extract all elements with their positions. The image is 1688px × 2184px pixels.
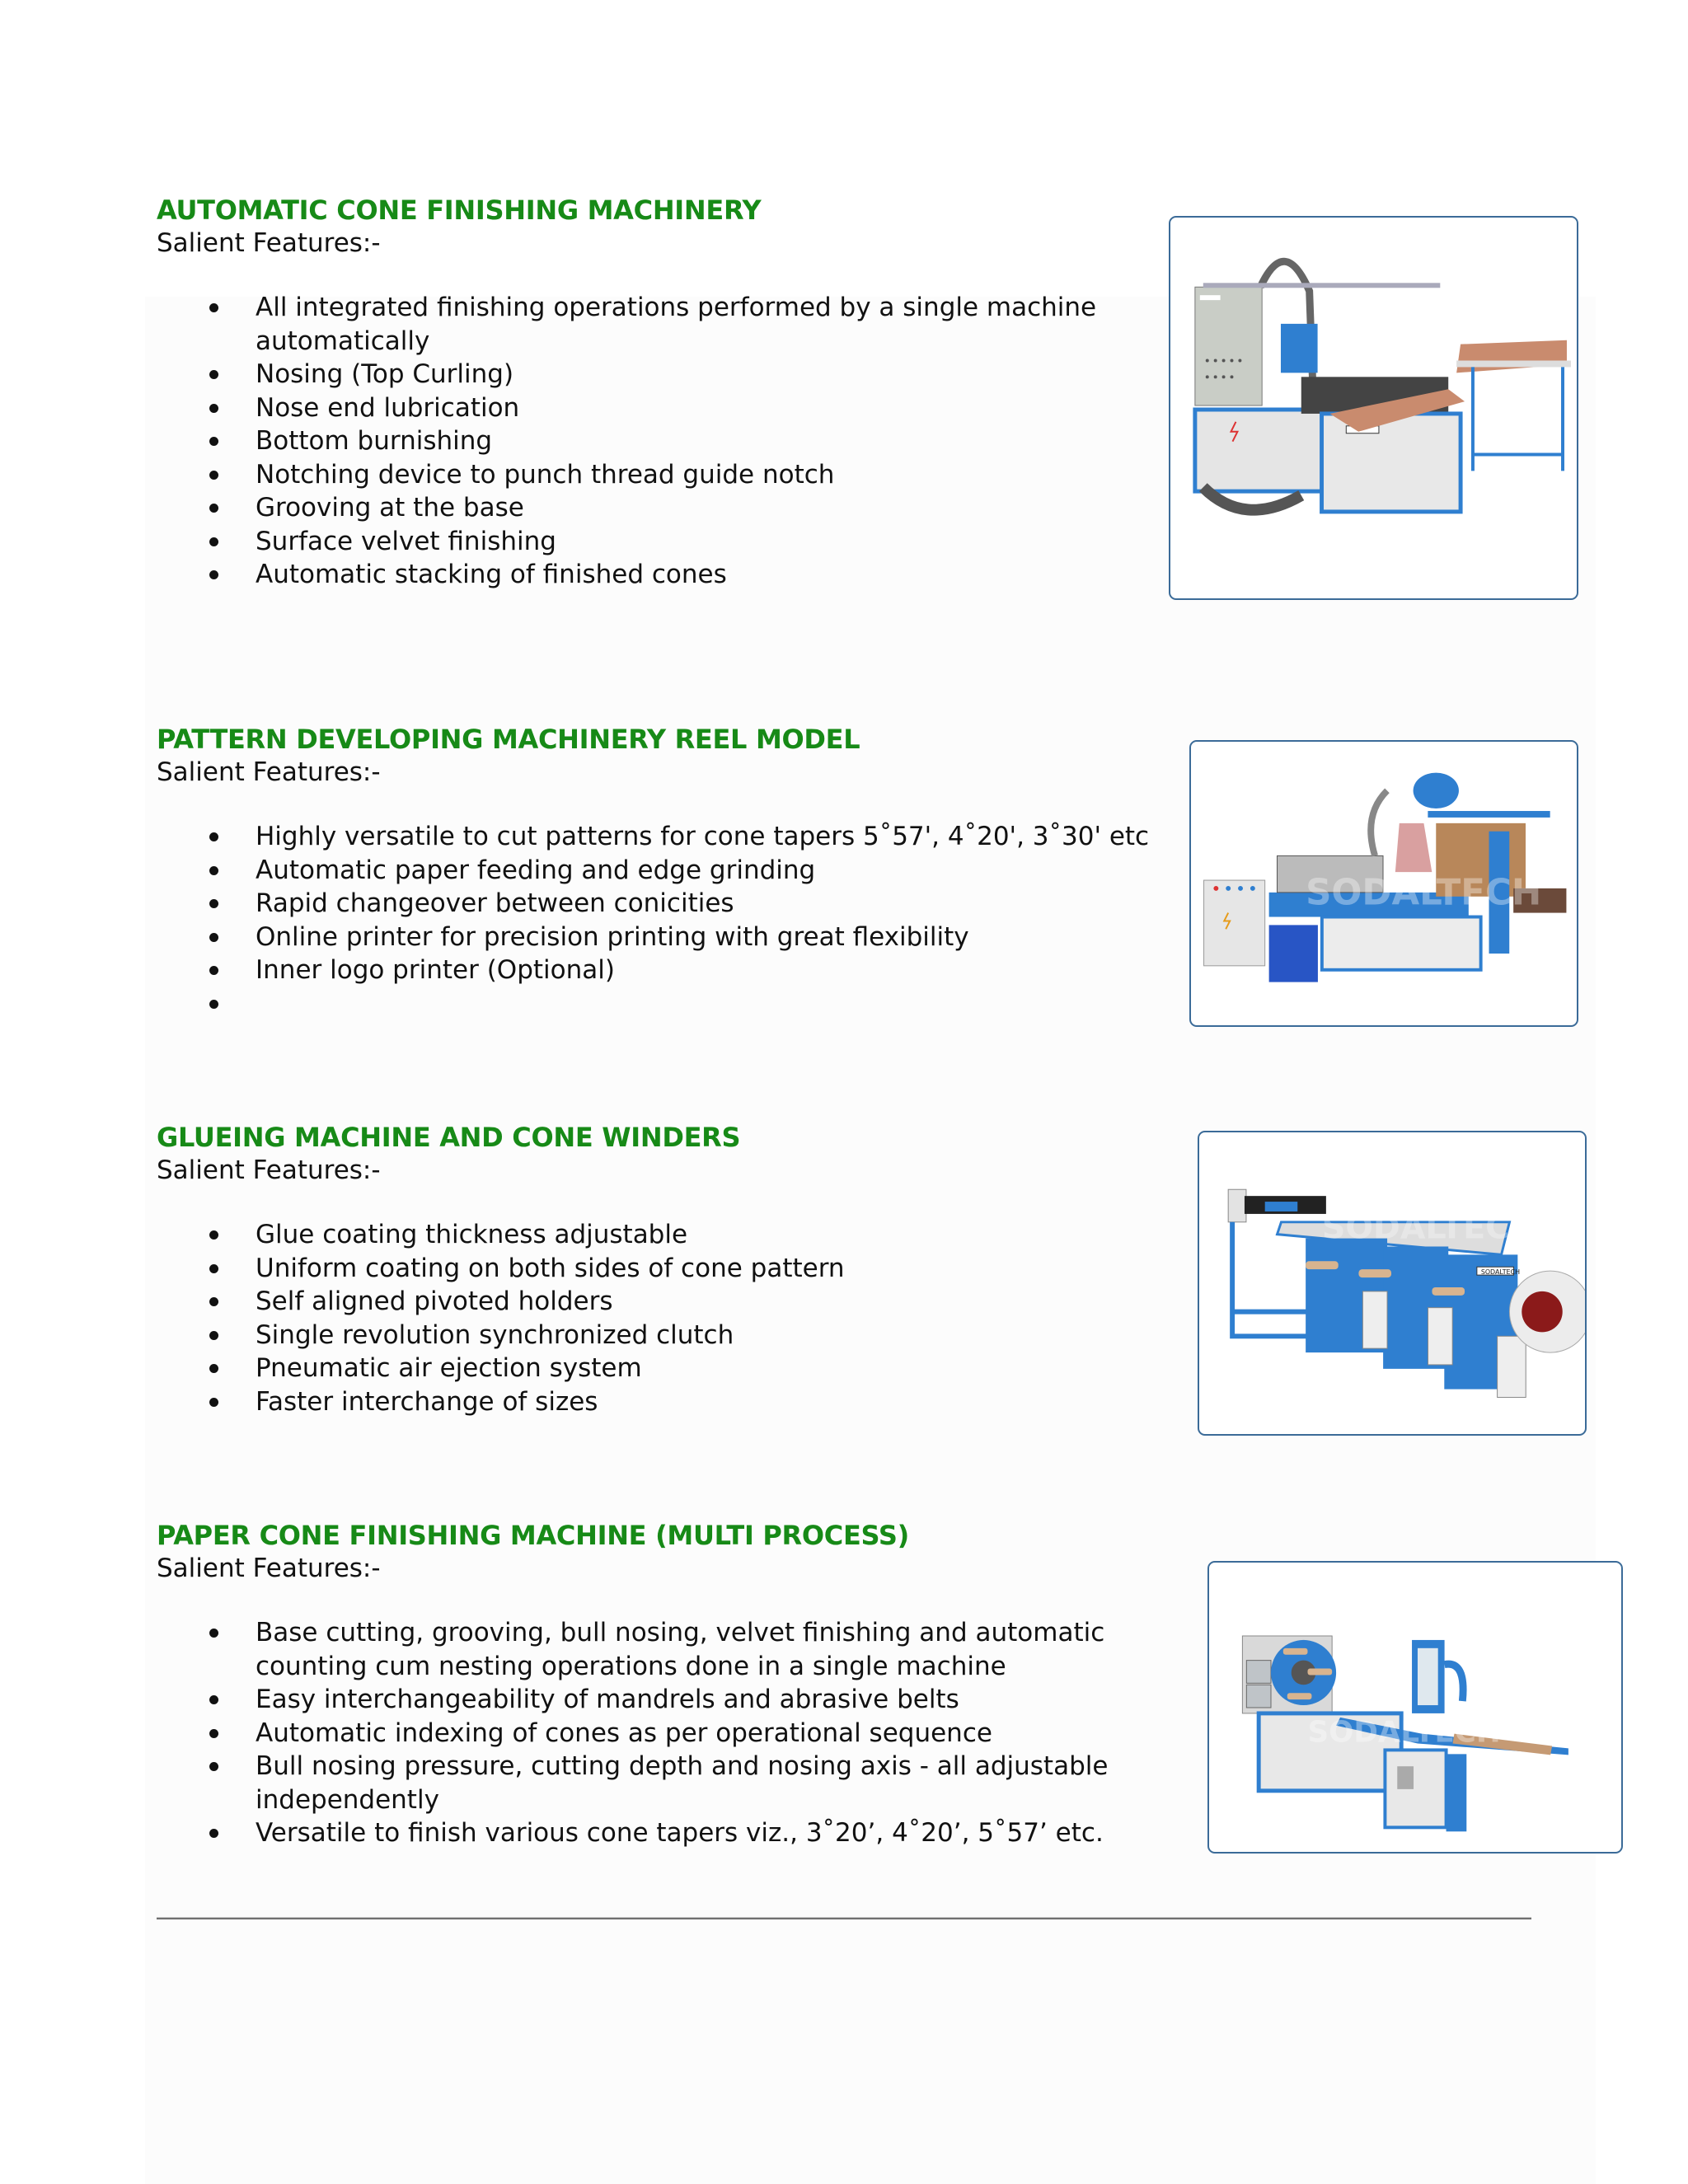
machine-image-glueing [1198, 1131, 1587, 1436]
bullet-icon [209, 1297, 218, 1306]
bullet-icon [209, 899, 218, 908]
feature-item: Automatic stacking of finished cones [157, 558, 1129, 592]
machine-image-cone-finishing [1169, 216, 1578, 600]
feature-item: Glue coating thickness adjustable [157, 1218, 1170, 1252]
feature-list [157, 820, 1170, 1020]
feature-item: Surface velvet finishing [157, 525, 1129, 559]
svg-text:SODALTECH: SODALTECH [1307, 1715, 1501, 1750]
bullet-icon [209, 303, 218, 312]
bullet-icon [209, 437, 218, 446]
feature-item: Uniform coating on both sides of cone pattern [157, 1252, 1170, 1286]
machine-image-paper-cone-finishing [1207, 1561, 1623, 1854]
feature-item: Nosing (Top Curling) [157, 358, 1129, 391]
section-pattern-developing [157, 723, 1170, 1020]
feature-item: Rapid changeover between conicities [157, 887, 1170, 921]
bullet-icon [209, 1729, 218, 1738]
feature-item: Grooving at the base [157, 491, 1129, 525]
bullet-icon [209, 966, 218, 975]
bullet-icon [209, 471, 218, 480]
section-title: PAPER CONE FINISHING MACHINE (MULTI PROCESS) [157, 1520, 909, 1551]
section-title: AUTOMATIC CONE FINISHING MACHINERY [157, 194, 762, 226]
svg-text:SODALTECH: SODALTECH [1306, 872, 1542, 914]
feature-item: Single revolution synchronized clutch [157, 1319, 1170, 1352]
bullet-icon [209, 1230, 218, 1240]
feature-item: Notching device to punch thread guide notch [157, 458, 1129, 492]
feature-item: Easy interchangeability of mandrels and abrasive belts [157, 1683, 1203, 1717]
feature-item: Faster interchange of sizes [157, 1385, 1170, 1419]
svg-text:SODALTECH: SODALTECH [1321, 1208, 1537, 1247]
section-divider [157, 1917, 1531, 1919]
svg-text:SODALTECH: SODALTECH [1317, 306, 1533, 344]
section-subtitle: Salient Features:- [157, 228, 381, 258]
bullet-icon [209, 1264, 218, 1273]
feature-item: All integrated finishing operations performed by a single machine automatically [157, 291, 1129, 358]
bullet-icon [209, 1829, 218, 1838]
machine-illustration [1209, 1563, 1621, 1852]
feature-item: Inner logo printer (Optional) [157, 954, 1170, 987]
feature-item: Bottom burnishing [157, 424, 1129, 458]
bullet-icon [209, 504, 218, 513]
feature-item: Self aligned pivoted holders [157, 1285, 1170, 1319]
section-subtitle: Salient Features:- [157, 1155, 381, 1185]
section-automatic-cone-finishing [157, 194, 1129, 592]
svg-text:SODALTECH: SODALTECH [1480, 1268, 1521, 1277]
bullet-icon [209, 1331, 218, 1340]
feature-item: Online printer for precision printing with great flexibility [157, 921, 1170, 954]
bullet-icon [209, 1398, 218, 1407]
section-glueing-machine [157, 1121, 1170, 1418]
feature-list [157, 1218, 1170, 1418]
bullet-icon [209, 1000, 218, 1009]
feature-item: Versatile to finish various cone tapers viz., 3˚20’, 4˚20’, 5˚57’ etc. [157, 1816, 1203, 1850]
bullet-icon [209, 933, 218, 942]
feature-item: Base cutting, grooving, bull nosing, velvet finishing and automatic counting cum nesting operations done in a single machine [157, 1616, 1203, 1683]
machine-illustration [1199, 1132, 1585, 1434]
bullet-icon [209, 370, 218, 379]
section-title: GLUEING MACHINE AND CONE WINDERS [157, 1122, 741, 1153]
bullet-icon [209, 570, 218, 579]
feature-list [157, 1616, 1203, 1850]
feature-item [157, 987, 1170, 1021]
feature-item: Highly versatile to cut patterns for cone tapers 5˚57', 4˚20', 3˚30' etc [157, 820, 1170, 854]
section-paper-cone-finishing [157, 1519, 1203, 1850]
machine-image-pattern-developing [1189, 740, 1578, 1027]
section-subtitle: Salient Features:- [157, 1554, 381, 1583]
feature-item: Pneumatic air ejection system [157, 1352, 1170, 1385]
feature-item: Automatic indexing of cones as per operational sequence [157, 1717, 1203, 1750]
machine-illustration [1191, 742, 1577, 1025]
feature-item: Bull nosing pressure, cutting depth and nosing axis - all adjustable independently [157, 1750, 1203, 1816]
feature-item: Nose end lubrication [157, 391, 1129, 425]
machine-illustration [1170, 218, 1577, 598]
feature-list [157, 291, 1129, 592]
bullet-icon [209, 1629, 218, 1638]
bullet-icon [209, 537, 218, 546]
bullet-icon [209, 1695, 218, 1704]
bullet-icon [209, 832, 218, 841]
bullet-icon [209, 1762, 218, 1771]
section-title: PATTERN DEVELOPING MACHINERY REEL MODEL [157, 724, 860, 755]
section-subtitle: Salient Features:- [157, 757, 381, 787]
bullet-icon [209, 404, 218, 413]
feature-item: Automatic paper feeding and edge grinding [157, 854, 1170, 888]
bullet-icon [209, 1364, 218, 1373]
bullet-icon [209, 866, 218, 875]
